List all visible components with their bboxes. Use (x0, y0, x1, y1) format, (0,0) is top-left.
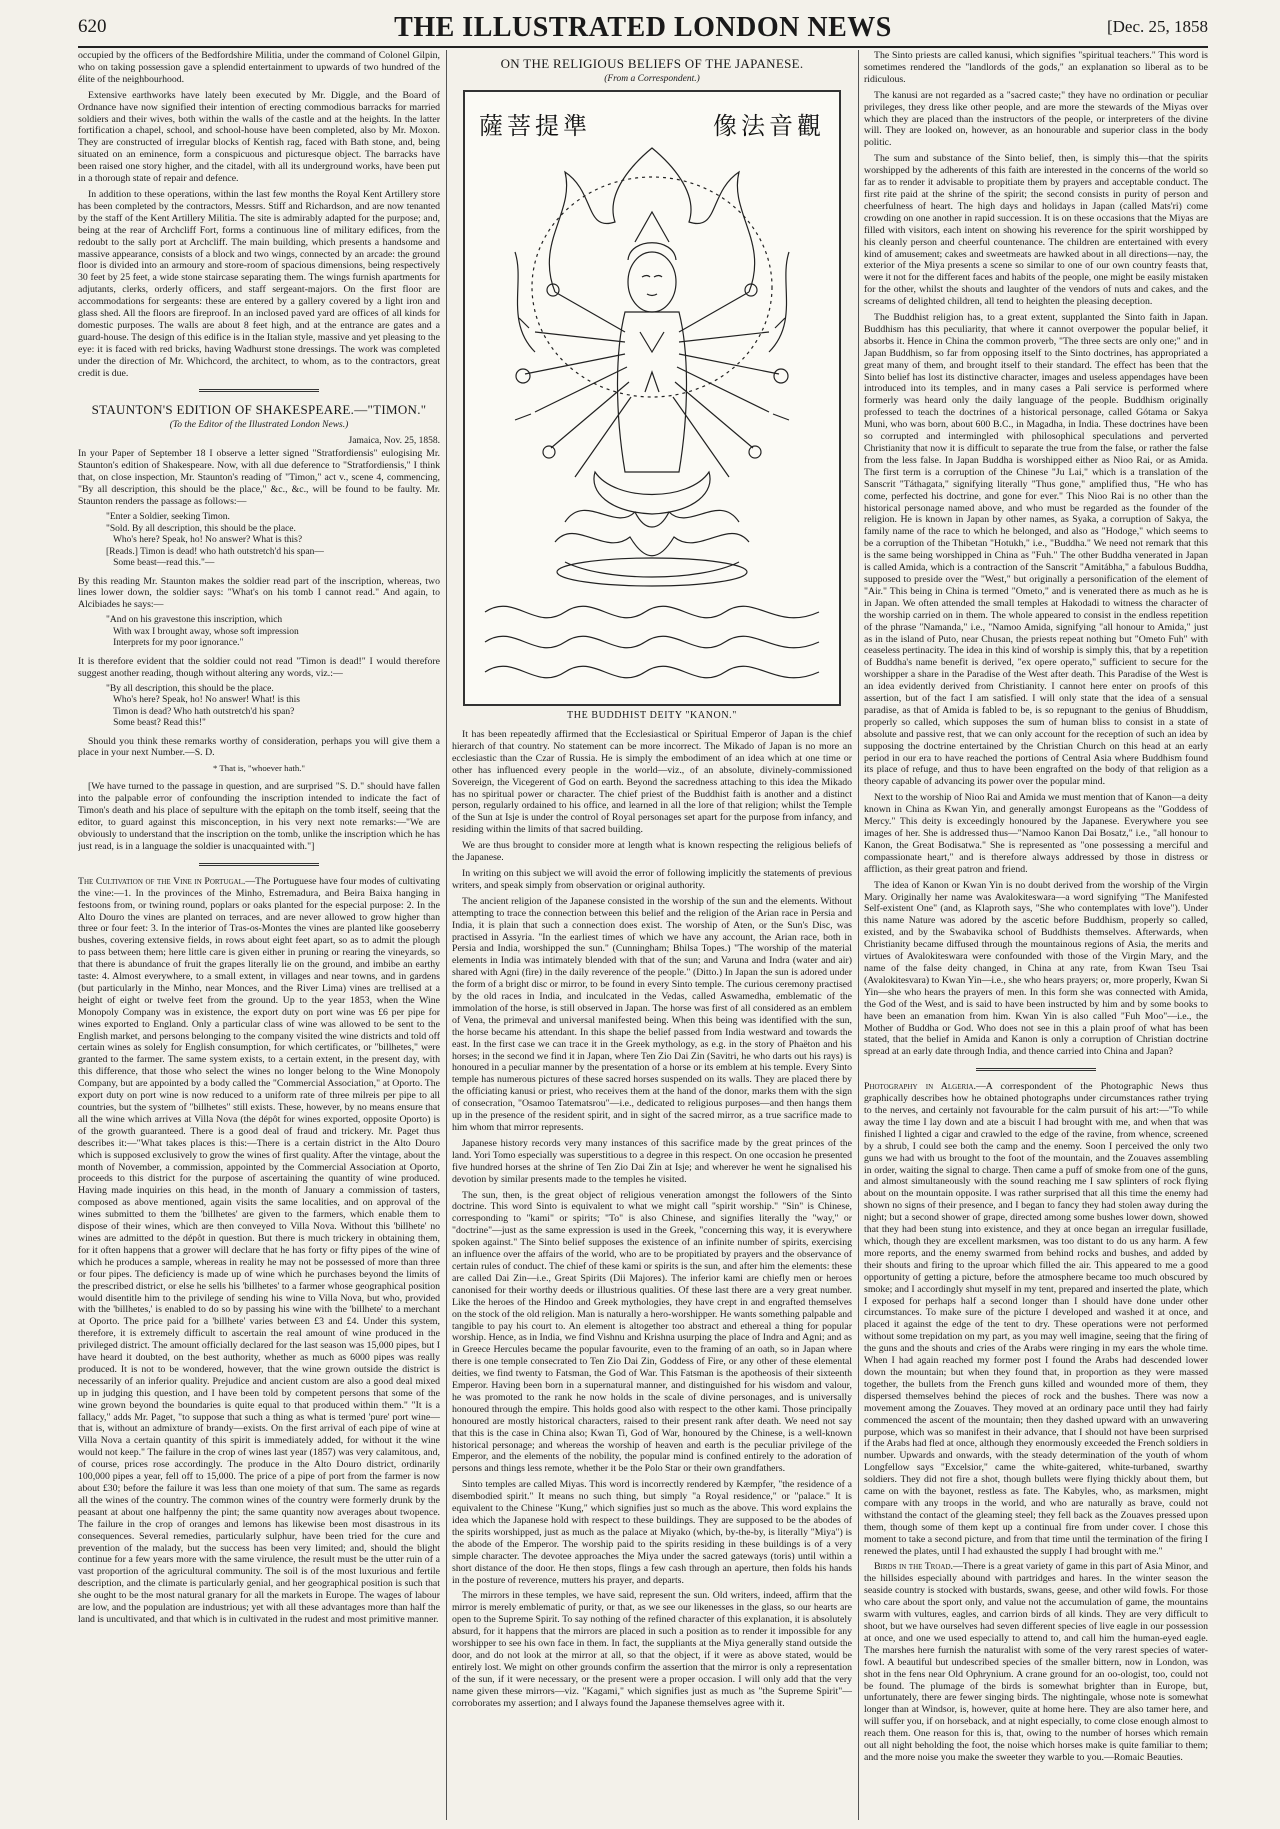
editor-note: [We have turned to the passage in question, and are surprised "S. D." should have fallen into the palpable error of confounding the inscription intended to indicate the fact of Timon's death and his place of sepulture with the epitaph on the tomb itself, seeing that the editor, to guard against this misconception, in his very next note remarks:—"We are obviously to understand that the inscription on the tomb, unlike the inscription which he has just read, is in a language the soldier is unacquainted with."] (78, 781, 440, 852)
vine-article-body: —The Portuguese have four modes of cultivating the vine:—1. In the provinces of the Minho, Estremadura, and Beira Baixa hanging in festoons from, or twining round, poplars or oaks planted for the especial purpose: 2. In the Alto Douro the vines are planted on terraces, and are never allowed to grow higher than three or four feet: 3. In the interior of Tras-os-Montes the vines are planted like gooseberry bushes, covering extensive fields, in rows about eight feet apart, so as to admit the plough to pass between them; here little care is given either in pruning or rearing the vineyards, so that there is abundance of fruit the grapes literally lie on the ground, and imbibe an earthy taste: 4. Almost everywhere, to a small extent, in villages and near towns, and in gardens (but particularly in the Minho, near Monces, and the River Lima) vines are trellised at a height of eight or twelve feet from the ground. Up to the year 1853, when the Wine Monopoly Company was in existence, the export duty on port wine was £6 per pipe for wines exported to England. Only a particular class of wine was allowed to be sent to the English market, and persons belonging to the company visited the wine districts and told off certain wines as solely for English consumption, for which certificates, or "billhetes," were granted to the farmer. The same system exists, to a certain extent, in the present day, with this difference, that those who select the wines no longer belong to the Wine Monopoly Company, but are appointed by a body called the "Commercial Association," at Oporto. The export duty on port wine is now reduced to a uniform rate of three milreis per pipe to all countries, but the system of "billhetes" still exists. These, however, by no means ensure that all the wine which arrives at Villa Nova (the dépôt for wines exported, opposite Oporto) is of the growth guaranteed. There is a good deal of fraud and trickery. Mr. Paget thus describes it:—"What takes places is this:—There is a certain district in the Alto Douro which is supposed exclusively to grow the wines of first quality. After the vintage, about the month of November, a commission, appointed by the Commercial Association at Oporto, proceeds to this district for the purpose of ascertaining the quantity of wine produced. Having made inquiries on this head, in the month of January a commission of tasters, composed as above mentioned, again visits the same localities, and on approval of the wines submitted to them the 'billhetes' are given to the farmers, which enable them to dispose of their wines, which are then conveyed to Villa Nova. Without this 'billhete' no wines are admitted to the dépôt in question. But there is much trickery in obtaining them, for it often happens that a grower will declare that he has forty or fifty pipes of the wine of which he produces a sample, whereas in reality he may not be possessed of more than three or four pipes. The deficiency is made up of wine which he purchases beyond the limits of the prescribed district, or else he sells his 'billhetes' to a farmer whose geographical position would disentitle him to the privilege of sending his wine to Villa Nova, but who, provided with the 'billhetes,' is enabled to do so by passing his wine with the 'billhete' to a merchant at Oporto. The price paid for a 'billhete' varies between £3 and £4. Under this system, therefore, it is extremely difficult to ascertain the real amount of wine produced in the privileged district. The amount officially declared for the last season was 15,000 pipes, but I have heard it doubted, on the best authority, whether as much as 6000 pipes was really produced. It is not to be wondered, however, that the wine grown outside the district is necessarily of an inferior quality. Prejudice and ancient custom are also a good deal mixed up in judging this question, and I have been told by competent persons that some of the wine grown beyond the boundaries is quite equal to that produced within them." "It is a fallacy," adds Mr. Paget, "to suppose that such a thing as what is termed 'pure' port wine—that is, without an admixture of brandy—exists. On the first arrival of each pipe of wine at Villa Nova a certain quantity of this spirit is immediately added, for without it the wine would not keep." The failure in the crop of wines last year (1857) was very calamitous, and, of course, prices rose accordingly. The produce in the Alto Douro district, ordinarily 100,000 pipes a year, fell off to 15,000. The price of a pipe of port from the farmer is now about £30; before the failure it was less than one moiety of that sum. The same as regards all the wines of the country. The common wines of the country were formerly drunk by the peasant at about one halfpenny the pint; the same quantity now averages about twopence. The failure in the crop of oranges and lemons has likewise been most disastrous in its consequences. Several remedies, particularly sulphur, have been tried for the cure and prevention of the malady, but the success has been very limited; and, should the blight continue for a few years more with the same virulence, the result must be the utter ruin of a vast proportion of the agricultural community. The soil is of the most luxurious and fertile description, and the climate is particularly genial, and her geographical position is such that she ought to be the most natural granary for all the markets in Europe. The wages of labour are low, and the population are industrious; yet with all these advantages more than half the land is uncultivated, and that which is in cultivated in the rudest and most primitive manner. (78, 875, 440, 1625)
verse-line: "By all description, this should be the place. (106, 683, 274, 694)
article-paragraph: Next to the worship of Nioo Rai and Amida we must mention that of Kanon—a deity known in China as Kwan Yin, and generally amongst Europeans as the "Goddess of Mercy." This deity is exceedingly honoured by the Japanese. Everywhere you see images of her. She is addressed thus—"Namoo Kanon Dai Bosatz," i.e., "all honour to Kanon, the Great Bodisatwa." She is represented as "one possessing a merciful and compassionate heart," and is therefore always addressed by those in distress or affliction, as their great patron and friend. (864, 792, 1208, 875)
deity-drawing (465, 92, 839, 704)
birds-article (864, 1561, 1208, 1763)
page-number: 620 (78, 16, 107, 37)
article-paragraph: The Sinto priests are called kanusi, which signifies "spiritual teachers." This word is sometimes rendered the "landlords of the gods," an explanation so liberal as to be ridiculous. (864, 50, 1208, 85)
japanese-article-subheading: (From a Correspondent.) (604, 74, 700, 84)
article-paragraph: The idea of Kanon or Kwan Yin is no doubt derived from the worship of the Virgin Mary. Originally her name was Avalokiteswara—a word signifying "The Manifested Self-existent One" (and, as Klaproth says, "She who contemplates with love"). Under this name Nature was adored by the ascetic before Buddhism, properly so called, existed, and by the Swabavika school of Buddhists themselves. Afterwards, when Christianity became diffused through the mountainous regions of Asia, the merits and virtues of Avalokiteswara were confounded with those of the Virgin Mary, and the name of the false deity changed, in China at any rate, from Kwan Tseu Tsai (Avalokitesvara) to Kwan Yin—i.e., she who hears prayers; or, more properly, Kwan Si Yin—she who hears the prayers of men. In this form she was connected with Amida, the God of the West, and is said to have been instructed by him and by some books to have been an emanation from him. Kwan Yin is also called "Fuh Moo"—i.e., the Mother of Buddha or God. Who does not see in this a plain proof of what has been stated, that the belief in Amida and Kanon is only a corruption of Christian doctrine spread at an early date through India, and thence carried into China and Japan? (864, 879, 1208, 1058)
letter-paragraph: Should you think these remarks worthy of consideration, perhaps you will give them a place in your next Number.—S. D. (78, 735, 440, 759)
letter-dateline: Jamaica, Nov. 25, 1858. (348, 436, 440, 447)
article-paragraph: In writing on this subject we will avoid the error of following implicitly the statements of previous writers, and speak simply from observation or original authority. (452, 867, 852, 891)
birds-article-body: —There is a great variety of game in this part of Asia Minor, and the hillsides especially abound with partridges and hares. In the winter season the seaside country is stocked with bustards, swans, geese, and other wild fowls. For those who care about the sport only, and value not the accumulation of game, the mountains swarm with vultures, eagles, and carrion birds of all kinds. They are very difficult to shoot, but we have ourselves had seven different species of live eagle in our possession at once, and one we used especially to attend to, and call him the human-eyed eagle. The marshes here furnish the naturalist with some of the very rarest species of water-fowl. A beautiful but undescribed species of the smaller bittern, now in London, was shot in the fens near Old Ophrynium. A crane ground for an oo-ologist, too, could not be found. The plumage of the birds is somewhat brighter than in Europe, but, unfortunately, there are fewer singing birds. The nightingale, whose note is somewhat longer than at Windsor, is, however, quite at home here. They are also tamer here, and will suffer you, if on horseback, and at night especially, to come close enough almost to reach them. One reason for this is, that, owing to the number of horses which remain out all night beholding the foot, the noise which horses make is quite familiar to them; and the more noise you make the sweeter they warble to you.—Romaic Beauties. (864, 1561, 1208, 1763)
article-paragraph: It has been repeatedly affirmed that the Ecclesiastical or Spiritual Emperor of Japan is the chief hierarch of that country. No statement can be more incorrect. The Mikado of Japan is no more an ecclesiastic than the Czar of Russia. He is simply the embodiment of an idea which at one time or other has influenced every people in the world—viz., of an absolute, divinely-commissioned Sovereign, the Vicegerent of God on earth. Beyond the sacredness attaching to this idea the Mikado has no spiritual power or character. The chief priest of the Buddhist faith is another and a distinct person, regularly ordained to his office, and learned in all the lore of that religion; whilst the Temple of the Sun at Isje is under the control of Royal personages set apart for the purpose from infancy, and residing within the limits of that sacred building. (452, 729, 852, 836)
article-paragraph: Sinto temples are called Miyas. This word is incorrectly rendered by Kæmpfer, "the residence of a disembodied spirit." It means no such thing, but simply "a Royal residence," or "palace." It is equivalent to the Chinese "Kung," which signifies just so much as the above. This word explains the idea which the Japanese hold with respect to these buildings. They are supposed to be the abodes of the spirits worshipped, just as much as the palace at Miyako (which, by-the-by, is literally "Miya") is the abode of the Emperor. The worship paid to the spirits residing in these buildings is of a very simple character. The devotee approaches the Miya under the sacred gateways (toris) until within a short distance of the door. He then stops, flings a few cash through an aperture, then folds his hands in the posture of reverence, mutters his prayer, and departs. (452, 1479, 852, 1586)
birds-lead-heading: Birds in the Troad. (874, 1561, 953, 1573)
verse-line: Who's here? Speak, ho! No answer! What! is this (106, 695, 300, 706)
column-2 (452, 50, 852, 1820)
article-paragraph: The Buddhist religion has, to a great extent, supplanted the Sinto faith in Japan. Buddhism has this peculiarity, that where it cannot overpower the popular belief, it absorbs it. Hence in China the common proverb, "The three sects are only one;" and in Japan Buddhism, so far from opposing itself to the Sinto doctrines, has appropriated a great many of them, and brought itself to their standard. The effect has been that the Sinto belief has lost its distinctive character, images and useless appendages have been introduced into its temples, and in many cases a Pali service is performed where formerly was heard only the daily language of the people. Buddhism originally professed to teach the doctrines of a historical personage, called Gótama or Sakya Muni, who was born, about 600 B.C., in Magadha, in India. These doctrines have been so corrupted and intermingled with philosophical speculations and perverted Christianity that now it is difficult to separate the true from the false, or rather the false from the less false. In Japan Buddha is worshipped either as Nioo Rai, or as Amida. The first term is a corruption of the Chinese "Ju Lai," which is a translation of the Sanscrit "Táthagata," signifying literally "Thus gone," amplified thus, "He who has come, perfected his doctrine, and gone for ever." This Nioo Rai is no other than the historical personage named above, and who must be regarded as the founder of the religion. He is known in Japan by other names, as Syaka, a corruption of Sakya, the family name of the race to which he belonged, and also as "Hodoge," which seems to be a corruption of the Thibetan "Hotukh," i.e., "Buddha." We need not remark that this is the same being worshipped in China as "Fuh." The other Buddha venerated in Japan is called Amida, which is a contraction of the Sanscrit "Amitábha," a fabulous Buddha, supposed to preside over the "West," but originally a personification of the element of "Air." This being in China is termed "Ometo," and is venerated there as much as he is in Japan. We often attended the small temples at Hakodadi to witness the character of the worship carried on in them. The whole appeared to consist in the endless repetition of the phrase "Namanda," i.e., "Namoo Amida, signifying "all honour to Amida," just as in the island of Puto, near Chusan, the priests repeat nothing but "Ometo Fuh" with ceaseless pertinacity. The idea in this kind of worship is simply this, that by a repetition of Buddha's name benefit is derived, "ex opere operato," sufficient to secure for the worshipper a share in the Paradise of the West after death. This Paradise of the West is an idea evidently derived from Christianity. I cannot here enter on proofs of this assertion, but of the fact I am satisfied. I will only state that the idea of a sensual paradise, as that of Amida is fabled to be, is so repugnant to the genius of Bhuddism, properly so called, which supposes the sum of human bliss to consist in a state of absolute and passive rest, that we can only account for the reception of such an idea by supposing the doctrine entertained by the Christian Church on this head at an early period in our era to have reached the portions of Central Asia where Buddhism found its place of refuge, and thus to have been engrafted on the body of that religion as a theory capable of advancing its power over the popular mind. (864, 312, 1208, 788)
article-paragraph: Extensive earthworks have lately been executed by Mr. Diggle, and the Board of Ordnance have now signified their intention of erecting commodious barracks for married soldiers and their wives, both within the walls of the castle and at the heights. In the latter fortification a chapel, school, and school-house have been completed, also by Mr. Moxon. They are constructed of irregular blocks of Kentish rag, faced with Bath stone, and, being situated on an eminence, form a conspicuous and picturesque object. The barracks have been raised one story higher, and the citadel, with all its underground works, have been put in a thorough state of repair and defence. (78, 89, 440, 185)
verse-line: "Enter a Soldier, seeking Timon. (106, 512, 230, 522)
letter-paragraph: In your Paper of September 18 I observe a letter signed "Stratfordiensis" eulogising Mr. Staunton's edition of Shakespeare. Now, with all due deference to "Stratfordiensis," I think that, on close inspection, Mr. Staunton's reading of "Timon," act v., scene 4, commencing, "By all description, this should be the place," &c., &c., will be found to be faulty. Mr. Staunton renders the passage as follows:— (78, 448, 440, 508)
article-paragraph: The mirrors in these temples, we have said, represent the sun. Old writers, indeed, affirm that the mirror is merely emblematic of purity, or that, as we see our likenesses in the glass, so our hearts are open to the Supreme Spirit. To say nothing of the refined character of this explanation, it is absolutely absurd, for it happens that the mirrors are placed in such a position as to render it impossible for any worshipper to see his own face in them. In fact, the suppliants at the Miya generally stand outside the door, and do not look at the mirror at all, so that the object, if it were as above stated, would be entirely lost. We might on other grounds confirm the assertion that the mirror is only a representation of the sun, if it were necessary, or the present were a proper occasion. I will only add that the very name given these mirrors—viz. "Kagami," which signifies just as much as "the Supreme Spirit"—corroborates my assertion; and I always found the Japanese themselves agree with it. (452, 1590, 852, 1709)
verse-line: Timon is dead? Who hath outstretch'd his span? (106, 706, 295, 717)
chinese-inscription-left: 薩菩提準 (479, 112, 591, 140)
article-paragraph: In addition to these operations, within the last few months the Royal Kent Artillery store has been completed by the contractors, Messrs. Stiff and Richardson, and are now tenanted by the staff of the Kent Artillery Militia. The site is admirably adapted for the purpose; and, being at the rear of Archcliff Fort, forms a continuous line of military edifices, from the redoubt to the sally port at Archcliff. The main building, which presents a handsome and massive appearance, consists of a block and two wings, connected by an arcade: the ground floor is divided into an armoury and store-room of spacious dimensions, being respectively 30 feet by 25 feet, a wide stone staircase separating them. The wings furnish apartments for adjutants, clerks, orderly officers, and staff sergeant-majors. On the first floor are accommodations for sergeants: these are entered by a gallery covered by a light iron and glass shed. All the floors are fireproof. In an inclosed paved yard are offices of all kinds for domestic purposes. The walls are about 8 feet high, and at the entrance are gates and a guard-house. The design of this edifice is in the Italian style, massive and yet pleasing to the eye: it is faced with red bricks, having Wadhurst stone dressings. The work was completed under the direction of Mr. Whichcord, the architect, to whom, as to the contractors, great credit is due. (78, 188, 440, 379)
masthead (78, 8, 1208, 48)
column-rule-1 (446, 50, 447, 1820)
verse-quote (106, 512, 440, 570)
article-paragraph: Japanese history records very many instances of this sacrifice made by the great princes of the land. Yori Tomo especially was superstitious to a degree in this respect. On one occasion he presented five hundred horses at the shrine of Ten Zio Dai Zin at Isje; and wherever he went he signalised his devotion by similar presents made to the temples he visited. (452, 1137, 852, 1185)
staunton-headline: STAUNTON'S EDITION OF SHAKESPEARE.—"TIMON." (91, 402, 427, 418)
kanon-illustration (463, 90, 841, 706)
letter-paragraph: By this reading Mr. Staunton makes the soldier read part of the inscription, whereas, two lines lower down, the soldier says: "What's on his tomb I cannot read." And again, to Alcibiades he says:— (78, 575, 440, 611)
issue-date: [Dec. 25, 1858 (1106, 17, 1208, 36)
chinese-inscription-right: 像法音觀 (713, 112, 825, 140)
staunton-subheading: (To the Editor of the Illustrated London News.) (169, 420, 349, 431)
verse-quote (106, 684, 440, 730)
article-paragraph: The ancient religion of the Japanese consisted in the worship of the sun and the elements. Without attempting to trace the connection between this belief and the religion of the Arian race in Persia and India, it is plain that such a connection does exist. The worship of Aten, or the Sun's Disc, was practised in Assyria. "In the earliest times of which we have any account, the Arian race, both in Persia and India, worshipped the sun." (Cunningham; Bhilsa Topes.) "The worship of the material elements in India was intimately blended with that of the sun; and Varuna and Indra (water and air) shared with Agni (fire) in the daily reverence of the people." (Ditto.) In Japan the sun is adored under the form of a bright disc or mirror, to be found in every Sinto temple. The curious ceremony practised by the old races in India, and inculcated in the Vedas, called Aswamedha, emblematic of the immolation of the horse, is still observed in Japan. The horse was first of all considered as an emblem of Vena, the primeval and universal manifested being. When this being was identified with the sun, the horse became his attendant. In this shape the belief passed from India westward and towards the east. In the first case we can trace it in the Greek mythology, as e.g. in the story of Phaëton and his horses; in the second we find it in Japan, where Ten Zio Dai Zin (Savitri, he who darts out his rays) is honoured in a peculiar manner by the presentation of a horse or its emblem at his temple. Every Sinto temple has numerous pictures of these sacred horses suspended on its walls. They are placed there by the officiating kanusi or priest, who receives them at the hand of the donor, marks them with the sign of consecration, "Osamoo Tatematsrou"—i.e., dedicated to religious purposes—and then hangs them up in the presence of the resident spirit, and in sight of the sacred mirror, as a true sacrifice made to him whom that mirror represents. (452, 895, 852, 1133)
footnote: * That is, "whoever hath." (212, 763, 306, 774)
section-divider (976, 1068, 1096, 1071)
verse-line: [Reads.] Timon is dead! who hath outstretch'd his span— (106, 546, 324, 557)
verse-line: Who's here? Speak, ho! No answer? What is this? (106, 535, 303, 545)
column-3 (864, 50, 1208, 1820)
illustration-caption: THE BUDDHIST DEITY "KANON." (567, 710, 737, 721)
column-1 (78, 50, 440, 1820)
article-paragraph: occupied by the officers of the Bedfordshire Militia, under the command of Colonel Gilpin, who on taking possession gave a splendid entertainment to upwards of two hundred of the élite of the neighbourhood. (78, 50, 440, 85)
article-paragraph: The kanusi are not regarded as a "sacred caste;" they have no ordination or peculiar privileges, they dress like other people, and are more the stewards of the Miyas over which they are placed than the instructors of the people, or interpreters of the divine will. They are looked on, however, as an honourable and superior class in the body politic. (864, 89, 1208, 149)
column-rule-2 (858, 50, 859, 1820)
section-divider (199, 863, 319, 866)
article-paragraph: The sun, then, is the great object of religious veneration amongst the followers of the Sinto doctrine. This word Sinto is equivalent to what we might call "spirit worship." "Sin" is Chinese, corresponding to "kami" or spirits; "To" is also Chinese, and signifies literally the "way," or "doctrine"—just as the same expression is used in the Greek, "concerning this way, it is everywhere spoken against." The Sinto belief supposes the existence of an infinite number of spirits, exercising an influence over the affairs of the world, who are to be propitiated by prayers and the observance of certain rules of conduct. The chief of these kami or spirits is the sun, and after him the elements: these are called Dai Zin—i.e., Great Spirits (Dii Majores). The inferior kami are chiefly men or heroes canonised for their worthy deeds or illustrious qualities. Of these last there are a very great number. Like the heroes of the Hindoo and Greek mythologies, they have crept in and engrafted themselves on the stock of the old religion. Man is naturally a hero-worshipper. He wants something palpable and tangible to pay his court to. An element is altogether too abstract and ethereal a thing for popular worship. Hence, as in India, we find Vishnu and Krishna usurping the place of Indra and Agni; and as in Greece Hercules became the popular favourite, even to the framing of an oath, so in Japan where there is one temple consecrated to Ten Zio Dai Zin, Goddess of Fire, or any other of these elemental deities, we find twenty to Fatsman, the God of War. This Fatsman is the apotheosis of their sixteenth Emperor. Having been born in a supernatural manner, and distinguished for his wisdom and valour, he was promoted to the rank he now holds in the scale of divine personages, and is universally honoured through the empire. This holds good also with respect to the other kami. Those principally honoured are mostly historical characters, raised to their present rank after death. We need not say that this is the case in China also; Kwan Ti, God of War, honoured by the Chinese, is a well-known historical personage; and whereas the worship of heaven and earth is the peculiar privilege of the Emperor, and the elements of the nobility, the popular mind is confined entirely to the adoration of persons and things less remote, whether it be the Polo Star or their own grandfathers. (452, 1189, 852, 1475)
article-paragraph: The sum and substance of the Sinto belief, then, is simply this—that the spirits worshipped by the adherents of this faith are interested in the concerns of the world so far as to render it advisable to propitiate them by prayers and acceptable conduct. The first rite paid at the shrine of the spirit; the second consists in purity of person and cheerfulness of heart. The high days and holidays in Japan (called Mats'ri) come crowding on one another in rapid succession. It is on these occasions that the Miyas are filled with visitors, each intent on showing his reverence for the spirit worshipped by his cleanly person and cheerful countenance. The children are entertained with every kind of amusement; cakes and sweetmeats are hawked about in all directions—nay, the exterior of the Miya presents a scene so similar to one of our own country feasts that, were it not for the different faces and habits of the people, one might be easily mistaken for the other, whilst the shouts and laughter of the vendors of nuts and cakes, and the screams of delighted children, all tend to heighten the pleasing deception. (864, 153, 1208, 308)
verse-line: Some beast? Read this!" (106, 718, 206, 729)
japanese-article-headline: ON THE RELIGIOUS BELIEFS OF THE JAPANESE. (500, 56, 804, 71)
section-divider (199, 389, 319, 392)
vine-article (78, 876, 440, 1626)
newspaper-title: THE ILLUSTRATED LONDON NEWS (394, 12, 892, 43)
verse-quote (106, 615, 440, 650)
verse-line: With wax I brought away, whose soft impression (106, 626, 299, 637)
photography-article-body: —A correspondent of the Photographic News thus graphically describes how he obtained photographs under circumstances rather trying to the nerves, and certainly not favourable for the calm pursuit of his art:—"To while away the time I lay down and ate a biscuit I had brought with me, and when that was finished I lighted a cigar and crawled to the edge of the ravine, from whence, screened by a shrub, I could see both the camp and the enemy. Soon I perceived the only two guns we had with us brought to the foot of the mountain, and the Zouaves assembling in order, waiting the signal to charge. Then came a puff of smoke from one of the guns, and almost simultaneously with the sound reaching me I saw splinters of rock flying about on the mountain opposite. I was rather surprised that all this time the enemy had shown no signs of their presence, and I began to fancy they had stolen away during the night; but a second shower of grape, directed among some bushes lower down, showed that they had been stung into existence, and they at once began an irregular fusillade, which, though they are excellent marksmen, was too distant to do us any harm. A few more reports, and the enemy swarmed from behind rocks and bushes, and added by their shouts and firing to the uproar which filled the air. This appeared to me a good opportunity of getting a picture, before the atmosphere became too much obscured by smoke; and I accordingly shut myself in my tent, prepared and inserted the plate, which I exposed for perhaps half a second longer than I should have done under other circumstances. To make sure of the picture I developed and washed it at once, and placed it against the edge of the tent to dry. These operations were not performed without some trepidation on my part, as you may well imagine, seeing that the firing of the guns and the shouts and cries of the Arabs were ringing in my ears the whole time. When I had again reached my former post I found the Arabs had descended lower down the mountain; but when they found that, in proportion as they were massed together, the bullets from the French guns killed and wounded more of them, they dispersed themselves behind the pieces of rock and the bushes. There was now a movement among the Zouaves. They moved at an ordinary pace until they had fairly commenced the ascent of the mountain; then they dashed upward with an unwavering purpose, which was so manifest in their advance, that I should not have been surprised if the Arabs had fled at once, although they enormously exceeded the French soldiers in number. Upwards and onwards, with the steady determination of the youth of whom Longfellow says "Excelsior," came the white-gaitered, white-turbaned, swarthy soldiers. They did not fire a shot, though bullets were flying thickly about them, but came on with the bayonet, restless as fate. The Kabyles, who, as marksmen, might compare with any troops in the world, and who are naturally as brave, could not withstand the contact of the gleaming steel; they fell back as the Zouaves pressed upon them, though some of them kept up a continual fire from under cover. I chose this moment to take a second picture, and from that time until the termination of the firing I renewed the plates, until I had exhausted the supply I had brought with me." (864, 1081, 1208, 1557)
verse-line: Interprets for my poor ignorance." (106, 638, 244, 649)
photography-lead-heading: Photography in Algeria. (864, 1081, 976, 1093)
vine-lead-heading: The Cultivation of the Vine in Portugal. (78, 875, 246, 887)
verse-line: Some beast—read this."— (106, 558, 215, 568)
verse-line: "And on his gravestone this inscription, which (106, 615, 283, 626)
article-paragraph: We are thus brought to consider more at length what is known respecting the religious beliefs of the Japanese. (452, 840, 852, 864)
photography-article (864, 1081, 1208, 1557)
letter-paragraph: It is therefore evident that the soldier could not read "Timon is dead!" I would therefore suggest another reading, though without altering any words, viz.:— (78, 655, 440, 679)
verse-line: "Sold. By all description, this should be the place. (106, 523, 296, 534)
